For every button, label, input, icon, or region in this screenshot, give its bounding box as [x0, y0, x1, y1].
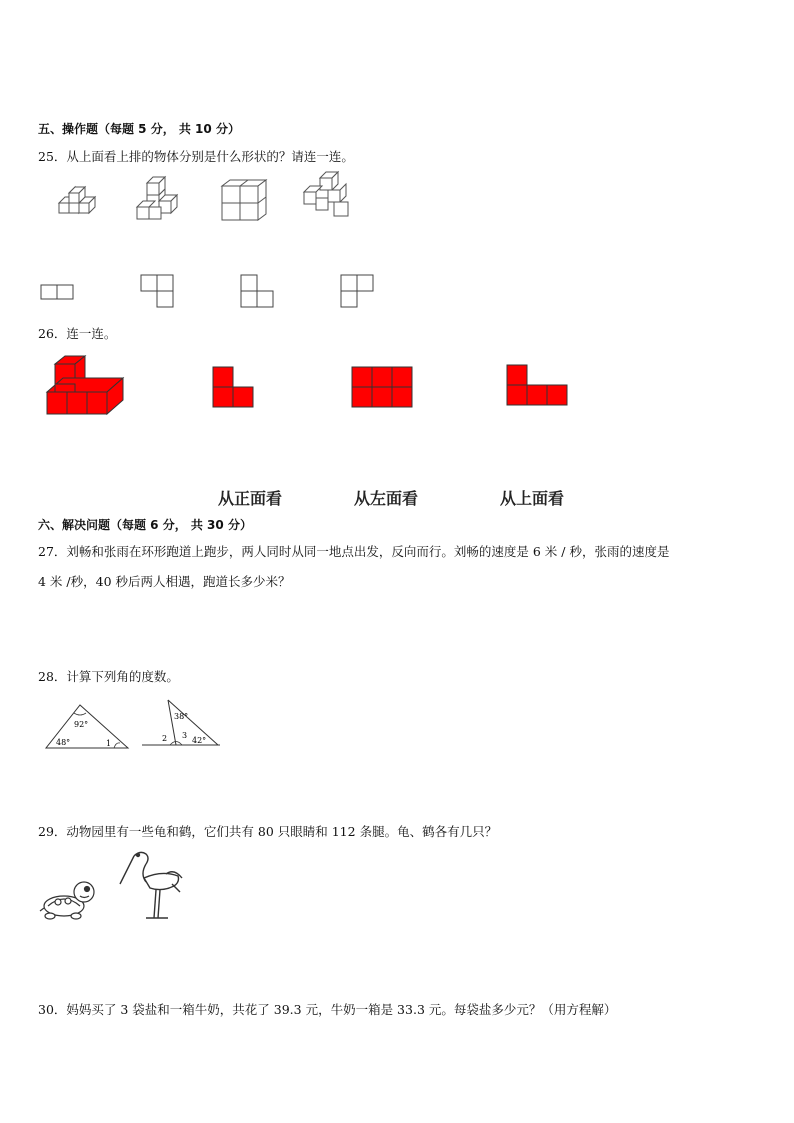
cube-figure-3 — [220, 178, 270, 226]
triangle-2-right-angle: 42° — [192, 736, 207, 745]
question-26: 26．连一连。 — [38, 326, 117, 341]
crane-icon — [116, 848, 186, 922]
question-29: 29．动物园里有一些龟和鹤，它们共有 80 只眼睛和 112 条腿。龟、鹤各有几只？ — [38, 824, 498, 839]
red-view-rectangle — [351, 366, 413, 408]
section-6-title: 六、解决问题（每题 6 分， 共 30 分） — [38, 518, 252, 532]
triangle-2-angle-3: 3 — [182, 731, 188, 740]
top-view-2 — [140, 274, 176, 310]
question-25: 25．从上面看上排的物体分别是什么形状的？请连一连。 — [38, 149, 354, 164]
top-view-4 — [340, 274, 376, 310]
view-label-front: 从正面看 — [218, 489, 283, 508]
question-27-line-2: 4 米 /秒，40 秒后两人相遇，跑道长多少米？ — [38, 574, 291, 589]
top-view-1 — [40, 284, 76, 300]
triangle-1-left-angle: 48° — [56, 738, 71, 747]
triangle-1 — [44, 703, 130, 751]
question-27-line-1: 27．刘畅和张雨在环形跑道上跑步，两人同时从同一地点出发，反向而行。刘畅的速度是 6 米 / 秒，张雨的速度是 — [38, 544, 670, 559]
triangle-1-top-angle: 92° — [74, 720, 89, 729]
cube-figure-2 — [135, 175, 190, 230]
cube-figure-1 — [55, 185, 105, 225]
question-28: 28．计算下列角的度数。 — [38, 669, 179, 684]
section-5-title: 五、操作题（每题 5 分， 共 10 分） — [38, 122, 240, 136]
triangle-2-angle-2: 2 — [162, 734, 168, 743]
turtle-icon — [38, 878, 102, 920]
cube-figure-4 — [300, 170, 355, 225]
view-label-left: 从左面看 — [354, 489, 419, 508]
question-30: 30．妈妈买了 3 袋盐和一箱牛奶，共花了 39.3 元，牛奶一箱是 33.3 元。每袋盐多少元？（用方程解） — [38, 1002, 617, 1017]
triangle-2-top-angle: 38° — [174, 712, 189, 721]
red-view-l-small — [212, 366, 256, 410]
red-view-l-wide — [506, 364, 568, 408]
view-label-top: 从上面看 — [500, 489, 565, 508]
triangle-1-right-angle: 1 — [106, 739, 112, 748]
triangle-2 — [140, 698, 222, 752]
red-cube-stack — [45, 354, 127, 416]
top-view-3 — [240, 274, 276, 310]
